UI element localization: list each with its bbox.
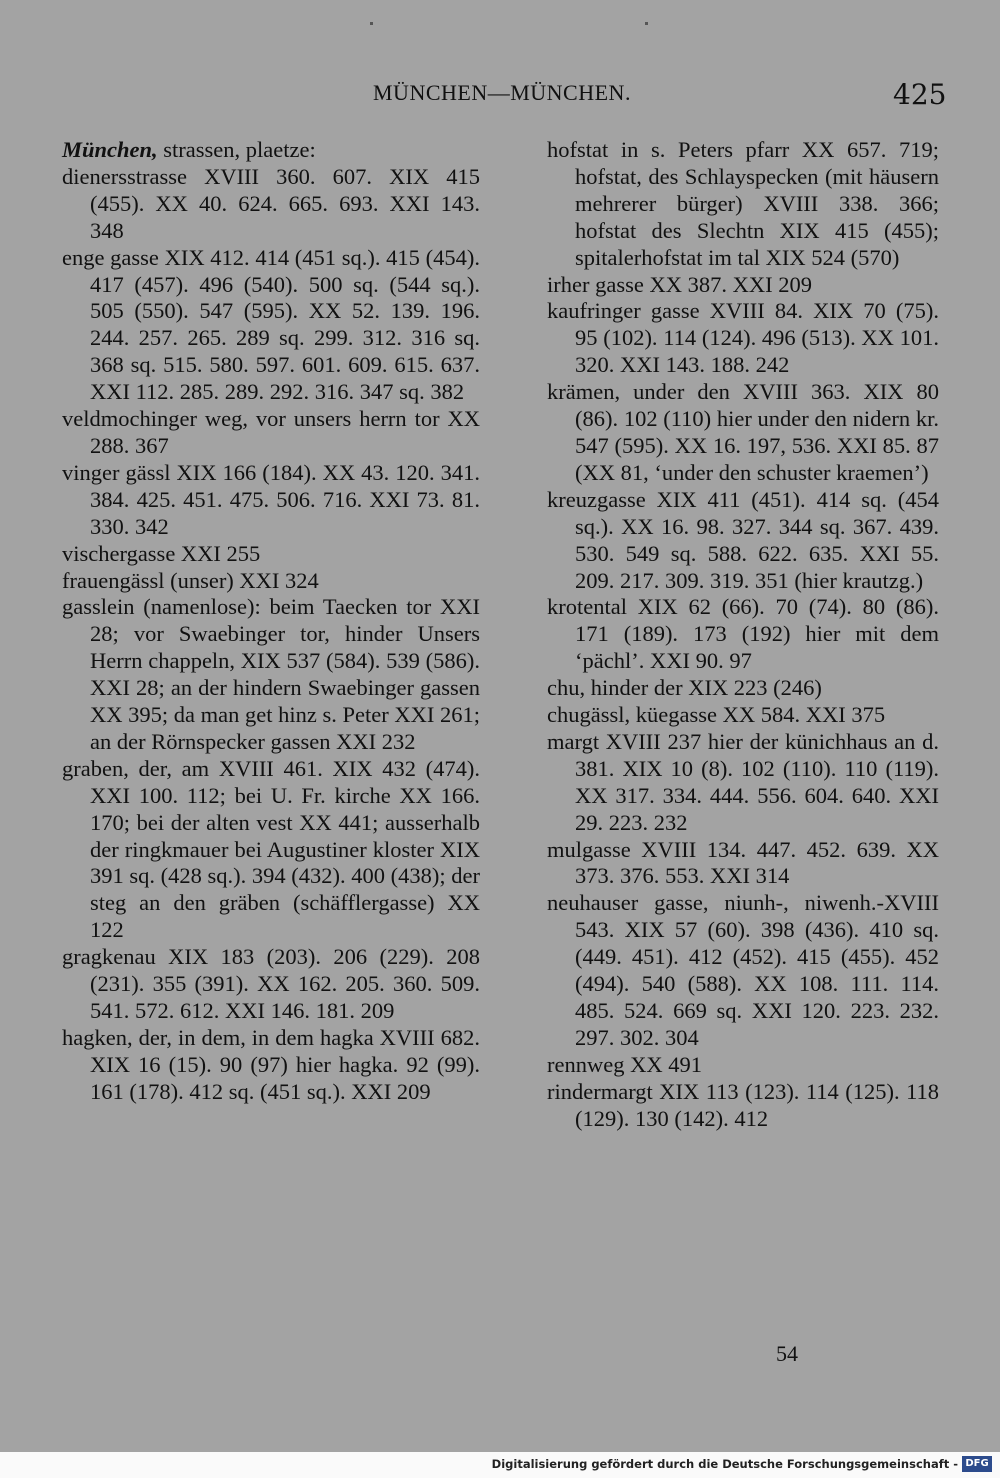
page-number: 425 bbox=[893, 78, 947, 111]
scan-speck bbox=[370, 22, 373, 25]
index-entry: gragkenau XIX 183 (203). 206 (229). 208 (231). 355 (391). XX 162. 205. 360. 509. 541. 572. 612. XXI 146. 181. 209 bbox=[62, 944, 480, 1023]
signature-mark: 54 bbox=[776, 1341, 798, 1366]
heading-rest: strassen, plaetze: bbox=[157, 137, 316, 162]
index-entry: kaufringer gasse XVIII 84. XIX 70 (75). 95 (102). 114 (124). 496 (513). XX 101. 320. XXI 143. 188. 242 bbox=[547, 298, 939, 378]
index-entry: chu, hinder der XIX 223 (246) bbox=[547, 675, 822, 701]
index-entry: margt XVIII 237 hier der künichhaus an d. 381. XIX 10 (8). 102 (110). 110 (119). XX 317. 334. 444. 556. 604. 640. XXI 29. 223. 232 bbox=[547, 728, 939, 835]
index-entry: chugässl, küegasse XX 584. XXI 375 bbox=[547, 702, 886, 728]
heading-keyword: München, bbox=[62, 137, 158, 162]
running-title: MÜNCHEN—MÜNCHEN. bbox=[373, 80, 631, 105]
index-entry: gasslein (namenlose): beim Taecken tor XXI 28; vor Swaebinger tor, hinder Unsers Herrn chappeln, XIX 537 (584). 539 (586). XXI 28; an der hindern Swaebinger gassen XX 395; da man get hinz s. Peter XXI 261; an der Rörnspecker gassen XXI 232 bbox=[62, 594, 480, 754]
index-entry: neuhauser gasse, niunh-, niwenh.-XVIII 543. XIX 57 (60). 398 (436). 410 sq. (449. 451). 412 (452). 415 (455). 452 (494). 540 (588). XX 108. 111. 114. 485. 524. 669 sq. XXI 120. 223. 232. 297. 302. 304 bbox=[547, 890, 939, 1050]
index-entry: mulgasse XVIII 134. 447. 452. 639. XX 373. 376. 553. XXI 314 bbox=[547, 836, 939, 889]
dfg-logo: DFG bbox=[962, 1456, 992, 1472]
index-entry: frauengässl (unser) XXI 324 bbox=[62, 567, 319, 593]
index-entry: vinger gässl XIX 166 (184). XX 43. 120. 341. 384. 425. 451. 475. 506. 716. XXI 73. 81. 330. 342 bbox=[62, 459, 480, 539]
index-entry: krotental XIX 62 (66). 70 (74). 80 (86). 171 (189). 173 (192) hier mit dem ‘pächl’. XXI 90. 97 bbox=[547, 594, 939, 674]
index-entry: hagken, der, in dem, in dem hagka XVIII 682. XIX 16 (15). 90 (97) hier hagka. 92 (99). 161 (178). 412 sq. (451 sq.). XXI 209 bbox=[62, 1024, 480, 1104]
scan-speck bbox=[645, 22, 648, 25]
index-entry: krämen, under den XVIII 363. XIX 80 (86). 102 (110) hier under den nidern kr. 547 (595). XX 16. 197, 536. XXI 85. 87 (XX 81, ‘under den schuster kraemen’) bbox=[547, 379, 939, 485]
index-entry: rennweg XX 491 bbox=[547, 1051, 702, 1077]
index-entry: enge gasse XIX 412. 414 (451 sq.). 415 (454). 417 (457). 496 (540). 500 sq. (544 sq.). 505 (550). 547 (595). XX 52. 139. 196. 244. 257. 265. 289 sq. 299. 312. 316 sq. 368 sq. 515. 580. 597. 601. 609. 615. 637. XXI 112. 285. 289. 292. 316. 347 sq. 382 bbox=[62, 244, 480, 405]
footer-bar bbox=[0, 1452, 1000, 1478]
index-entry: vischergasse XXI 255 bbox=[62, 540, 261, 566]
page-header bbox=[0, 80, 1000, 114]
index-entry: veldmochinger weg, vor unsers herrn tor XX 288. 367 bbox=[62, 406, 480, 458]
right-column bbox=[547, 137, 939, 1133]
index-entry: hofstat in s. Peters pfarr XX 657. 719; hofstat, des Schlayspecken (mit häusern mehrerer bürger) XVIII 338. 366; hofstat des Slechtn XIX 415 (455); spitalerhofstat im tal XIX 524 (570) bbox=[547, 137, 939, 270]
index-entry: graben, der, am XVIII 461. XIX 432 (474). XXI 100. 112; bei U. Fr. kirche XX 166. 170; bei der alten vest XX 441; ausserhalb der ringkmauer bei Augustiner kloster XIX 391 sq. (428 sq.). 394 (432). 400 (438); der steg an den gräben (schäfflergasse) XX 122 bbox=[62, 755, 480, 943]
index-entry: kreuzgasse XIX 411 (451). 414 sq. (454 sq.). XX 16. 98. 327. 344 sq. 367. 439. 530. 549 sq. 588. 622. 635. XXI 55. 209. 217. 309. 319. 351 (hier krautzg.) bbox=[547, 486, 939, 593]
left-column bbox=[62, 137, 480, 1106]
index-heading bbox=[62, 137, 480, 164]
funding-credit: Digitalisierung gefördert durch die Deutsche Forschungsgemeinschaft - bbox=[491, 1457, 958, 1471]
index-entry: dienersstrasse XVIII 360. 607. XIX 415 (455). XX 40. 624. 665. 693. XXI 143. 348 bbox=[62, 163, 480, 243]
index-entry: rindermargt XIX 113 (123). 114 (125). 118 (129). 130 (142). 412 bbox=[547, 1078, 939, 1131]
index-entry: irher gasse XX 387. XXI 209 bbox=[547, 271, 812, 297]
